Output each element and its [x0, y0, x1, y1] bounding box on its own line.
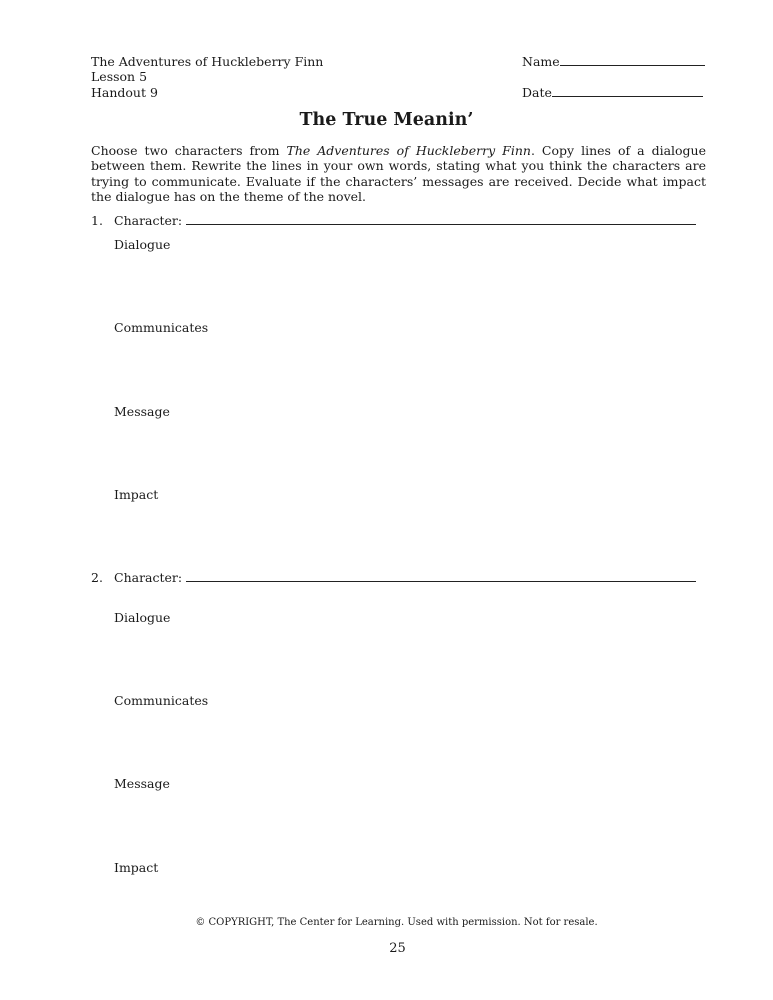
page-number: 25	[389, 941, 406, 956]
impact-label: Impact	[114, 860, 159, 875]
communicates-label: Communicates	[114, 320, 209, 335]
lesson-label: Lesson 5	[91, 69, 148, 84]
intro-after: . Copy lines of a dialogue between them. Rewrite the lines in your own words, stating what you think the characters are trying to communicate. Evaluate if the characters’ messages are received. Decide what impact the dialogue has on the theme of the novel.	[91, 143, 706, 205]
page-title: The True Meanin’	[299, 110, 474, 130]
impact-label: Impact	[114, 487, 159, 502]
message-label: Message	[114, 404, 170, 419]
date-label: Date	[522, 85, 552, 100]
name-field[interactable]	[522, 54, 705, 70]
intro-before: Choose two characters from	[91, 143, 287, 158]
character-field[interactable]	[114, 213, 696, 229]
name-label: Name	[522, 54, 560, 69]
character-label: Character:	[114, 213, 183, 228]
item-number: 1.	[91, 213, 103, 228]
handout-label: Handout 9	[91, 85, 158, 100]
dialogue-label: Dialogue	[114, 610, 171, 625]
character-label: Character:	[114, 570, 183, 585]
character-blank[interactable]	[186, 214, 696, 225]
character-blank[interactable]	[186, 571, 696, 582]
communicates-label: Communicates	[114, 693, 209, 708]
item-number: 2.	[91, 570, 103, 585]
message-label: Message	[114, 776, 170, 791]
name-blank[interactable]	[560, 55, 705, 66]
copyright-notice: © COPYRIGHT, The Center for Learning. Used with permission. Not for resale.	[195, 917, 598, 928]
character-field[interactable]	[114, 570, 696, 586]
instructions	[91, 143, 706, 205]
book-title: The Adventures of Huckleberry Finn	[91, 54, 324, 69]
date-blank[interactable]	[552, 86, 703, 97]
intro-book-title: The Adventures of Huckleberry Finn	[286, 143, 531, 158]
date-field[interactable]	[522, 85, 703, 101]
dialogue-label: Dialogue	[114, 237, 171, 252]
